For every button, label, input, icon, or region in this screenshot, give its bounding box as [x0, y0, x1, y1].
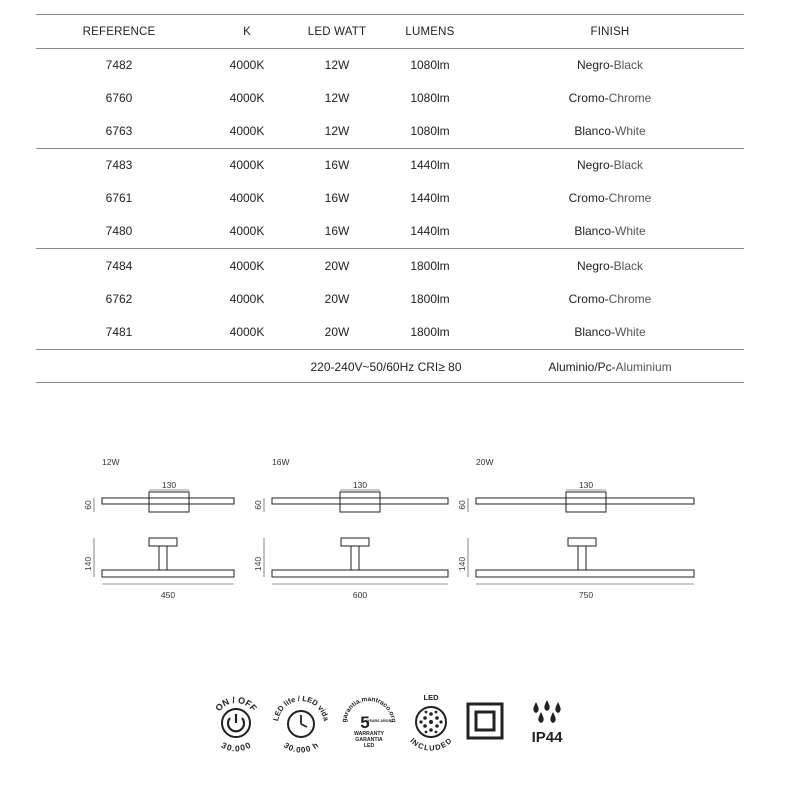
led-included-icon — [402, 690, 460, 756]
header-rule — [36, 48, 744, 49]
svg-text:INCLUDED — [408, 736, 454, 753]
cell-finish — [530, 325, 690, 339]
cell-led-watt: 20W — [324, 259, 350, 273]
finish-en: Black — [613, 158, 644, 172]
cell-reference: 6760 — [105, 91, 133, 105]
cell-k: 4000K — [229, 191, 265, 205]
finish-en: White — [615, 124, 646, 138]
finish-en: White — [615, 224, 646, 238]
svg-text:30.000 h — [282, 741, 320, 755]
header-k: K — [243, 26, 251, 38]
warranty-label-1: WARRANTY — [354, 731, 384, 737]
drawing-model-label: 20W — [476, 457, 494, 467]
finish-es: Negro- — [576, 259, 614, 273]
cell-reference: 7481 — [105, 325, 133, 339]
drawing-16w — [254, 450, 454, 610]
finish-es: Blanco- — [574, 325, 615, 339]
onoff-power-icon — [206, 690, 266, 756]
drawing-20w-svg — [458, 450, 698, 610]
drawing-depth-dim: 60 — [83, 500, 93, 510]
onoff-top-label: ON / OFF — [213, 694, 259, 714]
cell-finish — [530, 191, 690, 205]
cell-finish — [530, 259, 690, 273]
cell-lumens: 1800lm — [410, 292, 450, 306]
cell-reference: 6762 — [105, 292, 133, 306]
led-included-bottom-label: INCLUDED — [408, 736, 454, 753]
ip44-label: IP44 — [531, 729, 563, 746]
ledlife-bottom-label: 30.000 h — [282, 740, 320, 755]
table-top-rule — [36, 14, 744, 15]
drawing-mount-dim: 130 — [352, 480, 368, 490]
cell-k: 4000K — [229, 325, 265, 339]
drawing-depth-dim: 60 — [457, 500, 467, 510]
warranty-url-label: garantia.mantraco.org — [341, 695, 397, 723]
cell-lumens: 1080lm — [410, 58, 450, 72]
cell-led-watt: 12W — [324, 58, 350, 72]
cell-k: 4000K — [229, 259, 265, 273]
ledlife-top-label: LED life / LED vida — [271, 693, 331, 722]
material-spec — [530, 360, 690, 374]
finish-en: Chrome — [608, 91, 652, 105]
cell-led-watt: 16W — [324, 191, 350, 205]
cell-reference: 6761 — [105, 191, 133, 205]
cell-k: 4000K — [229, 292, 265, 306]
cell-led-watt: 20W — [324, 325, 350, 339]
cell-k: 4000K — [229, 124, 265, 138]
drawing-height-dim: 140 — [457, 556, 467, 572]
header-finish: FINISH — [590, 26, 630, 38]
cell-led-watt: 20W — [324, 292, 350, 306]
cell-lumens: 1800lm — [410, 325, 450, 339]
warranty-number: 5 — [360, 713, 370, 732]
cell-finish — [530, 91, 690, 105]
feature-icons — [200, 690, 580, 760]
group-rule-2 — [36, 248, 744, 249]
cell-lumens: 1080lm — [410, 124, 450, 138]
cell-lumens: 1440lm — [410, 224, 450, 238]
finish-es: Negro- — [576, 158, 614, 172]
drawing-12w-svg — [84, 450, 254, 610]
double-square-icon — [464, 690, 508, 756]
drawing-12w — [84, 450, 254, 610]
cell-led-watt: 16W — [324, 158, 350, 172]
cell-reference: 7480 — [105, 224, 133, 238]
finish-en: White — [615, 325, 646, 339]
drawing-model-label: 16W — [272, 457, 290, 467]
drawing-width-dim: 450 — [160, 590, 176, 600]
finish-en: Black — [613, 259, 644, 273]
material-en: Aluminium — [615, 360, 672, 374]
table-bottom-rule — [36, 382, 744, 383]
finish-es: Cromo- — [568, 91, 609, 105]
svg-text:ON / OFF — [213, 695, 259, 714]
warranty-badge-icon — [338, 690, 400, 756]
finish-en: Black — [613, 58, 644, 72]
drawing-mount-dim: 130 — [578, 480, 594, 490]
drawing-mount-dim: 130 — [161, 480, 177, 490]
onoff-bottom-label: 30.000 — [219, 739, 253, 754]
cell-lumens: 1800lm — [410, 259, 450, 273]
cell-k: 4000K — [229, 58, 265, 72]
cell-led-watt: 12W — [324, 124, 350, 138]
finish-es: Cromo- — [568, 292, 609, 306]
finish-en: Chrome — [608, 191, 652, 205]
header-lumens: LUMENS — [405, 26, 455, 38]
finish-es: Negro- — [576, 58, 614, 72]
cell-finish — [530, 224, 690, 238]
cell-lumens: 1080lm — [410, 91, 450, 105]
svg-text:30.000 — [220, 740, 253, 754]
warranty-label-2: GARANTIA — [355, 737, 383, 743]
drawing-width-dim: 750 — [578, 590, 594, 600]
finish-es: Blanco- — [574, 124, 615, 138]
drawing-height-dim: 140 — [83, 556, 93, 572]
cell-lumens: 1440lm — [410, 158, 450, 172]
electrical-spec: 220-240V~50/60Hz CRI≥ 80 — [310, 360, 462, 374]
group-rule-1 — [36, 148, 744, 149]
drawing-model-label: 12W — [102, 457, 120, 467]
cell-led-watt: 16W — [324, 224, 350, 238]
cell-reference: 7483 — [105, 158, 133, 172]
led-life-clock-icon — [270, 690, 332, 756]
header-reference: REFERENCE — [82, 26, 156, 38]
cell-finish — [530, 124, 690, 138]
cell-finish — [530, 58, 690, 72]
drawing-16w-svg — [254, 450, 454, 610]
drawing-depth-dim: 60 — [253, 500, 263, 510]
header-led-watt: LED WATT — [307, 26, 367, 38]
finish-es: Cromo- — [568, 191, 609, 205]
warranty-label-3: LED — [363, 743, 375, 749]
finish-es: Blanco- — [574, 224, 615, 238]
material-es: Aluminio/Pc- — [548, 360, 616, 374]
cell-led-watt: 12W — [324, 91, 350, 105]
cell-finish — [530, 292, 690, 306]
cell-k: 4000K — [229, 224, 265, 238]
ip44-water-drops-icon — [518, 690, 578, 756]
group-rule-3 — [36, 349, 744, 350]
drawing-20w — [458, 450, 698, 610]
cell-reference: 7482 — [105, 58, 133, 72]
finish-en: Chrome — [608, 292, 652, 306]
cell-lumens: 1440lm — [410, 191, 450, 205]
cell-reference: 6763 — [105, 124, 133, 138]
cell-k: 4000K — [229, 91, 265, 105]
warranty-years: YEARS AÑOS — [367, 719, 391, 723]
cell-finish — [530, 158, 690, 172]
drawing-width-dim: 600 — [352, 590, 368, 600]
led-included-top-label: LED — [423, 693, 439, 702]
cell-k: 4000K — [229, 158, 265, 172]
cell-reference: 7484 — [105, 259, 133, 273]
drawing-height-dim: 140 — [253, 556, 263, 572]
